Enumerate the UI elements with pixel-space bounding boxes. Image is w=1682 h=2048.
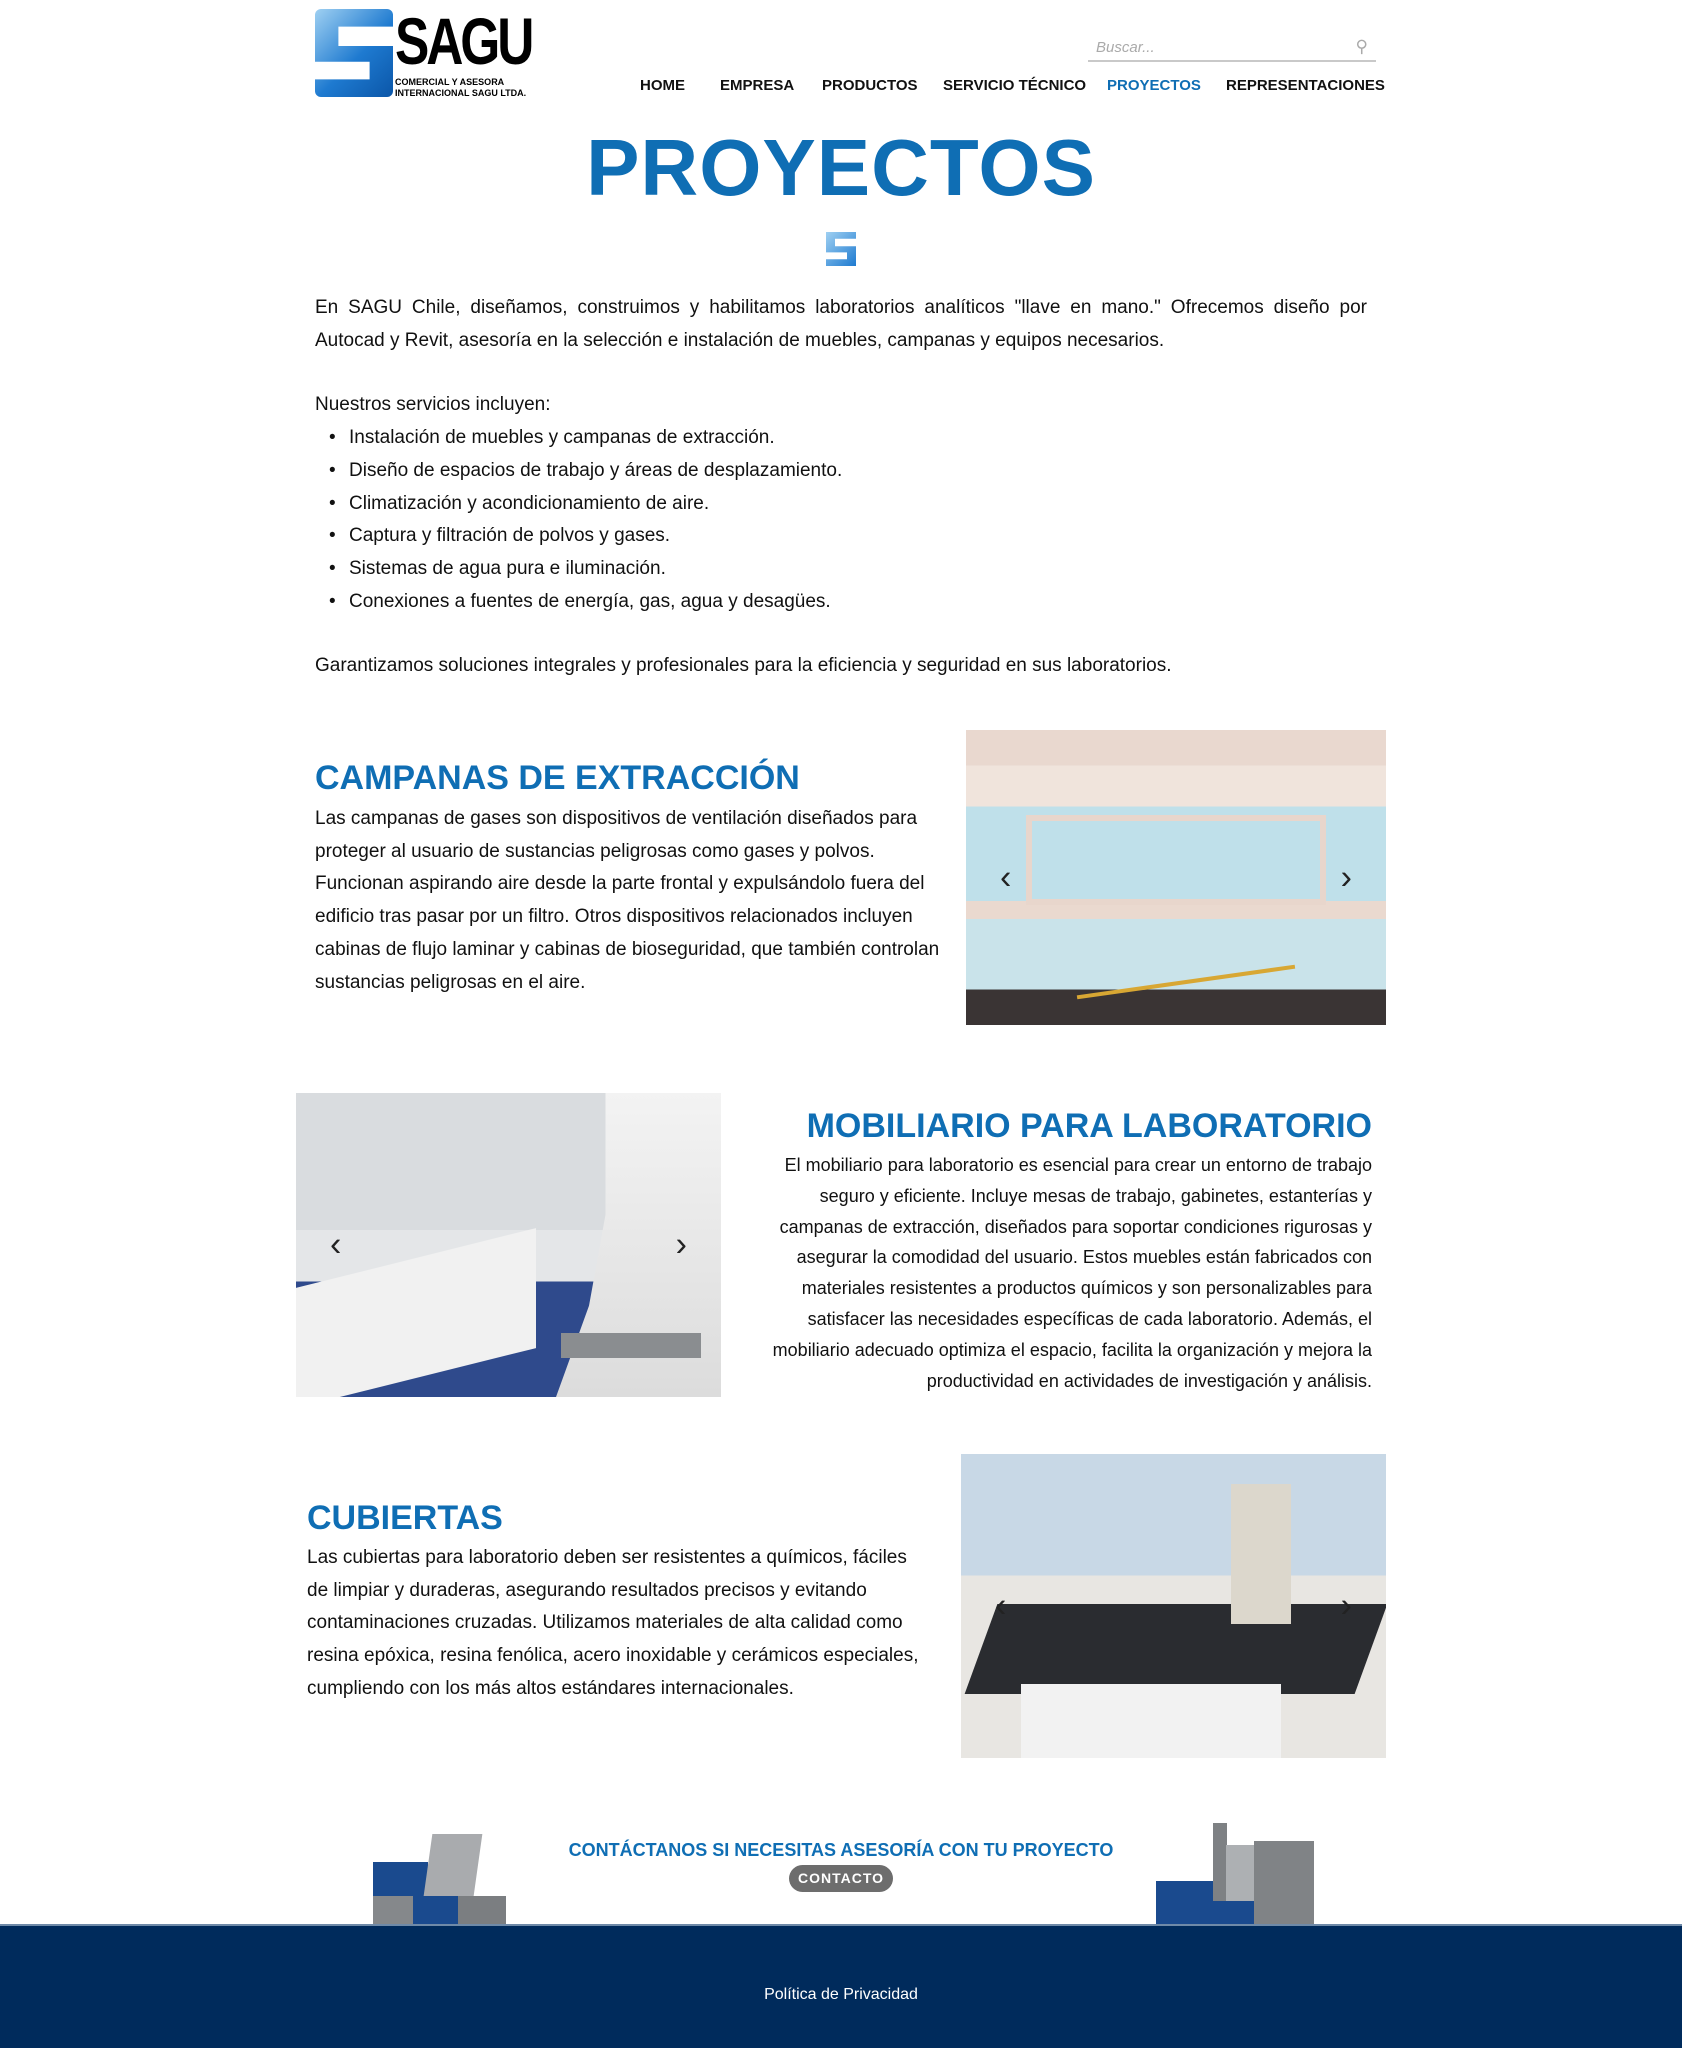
logo-mark-icon (826, 232, 856, 266)
list-item: • Diseño de espacios de trabajo y áreas de desplazamiento. (315, 455, 1367, 488)
nav-productos[interactable]: PRODUCTOS (822, 77, 918, 94)
list-item: • Conexiones a fuentes de energía, gas, agua y desagües. (315, 586, 1367, 619)
list-item: • Captura y filtración de polvos y gases. (315, 520, 1367, 553)
services-heading: Nuestros servicios incluyen: (315, 394, 551, 416)
nav-empresa[interactable]: EMPRESA (720, 77, 795, 94)
list-item: • Climatización y acondicionamiento de aire. (315, 488, 1367, 521)
chevron-left-icon[interactable]: ‹ (330, 1225, 342, 1264)
fume-hood-image-gallery[interactable] (966, 730, 1386, 1025)
contact-button[interactable]: CONTACTO (789, 1865, 893, 1892)
section-text-mobiliario: El mobiliario para laboratorio es esencial para crear un entorno de trabajo seguro y eficiente. Incluye mesas de trabajo, gabinetes, estanterías y campanas de extracción, diseñados para soportar condiciones rigurosas y asegurar la comodidad del usuario. Estos muebles están fabricados con materiales resistentes a productos químicos y son personalizables para satisfacer las necesidades específicas de cada laboratorio. Además, el mobiliario adecuado optimiza el espacio, facilita la organización y mejora la productividad en actividades de investigación y análisis. (772, 1155, 1372, 1391)
section-text-campanas: Las campanas de gases son dispositivos de ventilación diseñados para proteger al usuario de sustancias peligrosas como gases y polvos. Funcionan aspirando aire desde la parte frontal y expulsándolo fuera del edificio tras pasar por un filtro. Otros dispositivos relacionados incluyen cabinas de flujo laminar y cabinas de bioseguridad, que también controlan sustancias peligrosas en el aire. (315, 808, 940, 993)
list-item: • Sistemas de agua pura e iluminación. (315, 553, 1367, 586)
chevron-left-icon[interactable]: ‹ (995, 1586, 1007, 1625)
cta-heading: CONTÁCTANOS SI NECESITAS ASESORÍA CON TU PROYECTO (568, 1840, 1114, 1860)
sagu-logo[interactable] (315, 4, 535, 99)
page-title: PROYECTOS (586, 123, 1096, 212)
logo-subtitle: COMERCIAL Y ASESORA INTERNACIONAL SAGU LTDA. (395, 77, 527, 98)
decorative-blocks-right (1156, 1823, 1316, 1924)
search-icon[interactable]: ⚲ (1355, 37, 1368, 56)
countertops-image-gallery[interactable] (961, 1454, 1386, 1758)
chevron-left-icon[interactable]: ‹ (1000, 858, 1012, 896)
search-box[interactable] (1088, 34, 1376, 62)
intro-paragraph: En SAGU Chile, diseñamos, construimos y habilitamos laboratorios analíticos "llave en mano." Ofrecemos diseño por Autocad y Revit, asesoría en la selección e instalación de muebles, campanas y equipos necesarios. (315, 297, 1367, 351)
nav-servicio-tecnico[interactable]: SERVICIO TÉCNICO (943, 77, 1087, 94)
logo-mark-icon (315, 9, 393, 97)
nav-home[interactable]: HOME (640, 77, 685, 94)
chevron-right-icon[interactable]: › (1340, 858, 1352, 896)
privacy-policy-link[interactable]: Política de Privacidad (764, 1986, 918, 2003)
list-item: • Instalación de muebles y campanas de extracción. (315, 422, 1367, 455)
nav-proyectos[interactable]: PROYECTOS (1107, 77, 1201, 94)
nav-representaciones[interactable]: REPRESENTACIONES (1226, 77, 1385, 94)
section-title-cubiertas: CUBIERTAS (307, 1499, 503, 1537)
chevron-right-icon[interactable]: › (675, 1225, 687, 1264)
section-title-campanas: CAMPANAS DE EXTRACCIÓN (315, 759, 800, 797)
closing-paragraph: Garantizamos soluciones integrales y profesionales para la eficiencia y seguridad en sus laboratorios. (315, 655, 1172, 677)
chevron-right-icon[interactable]: › (1340, 1586, 1352, 1625)
section-title-mobiliario: MOBILIARIO PARA LABORATORIO (806, 1107, 1372, 1145)
logo-text: SAGU (395, 4, 532, 78)
search-input[interactable] (1096, 39, 1316, 56)
services-list (315, 422, 1367, 618)
intro-section (315, 292, 1367, 683)
section-text-cubiertas: Las cubiertas para laboratorio deben ser resistentes a químicos, fáciles de limpiar y duraderas, asegurando resultados precisos y evitando contaminaciones cruzadas. Utilizamos materiales de alta calidad como resina epóxica, resina fenólica, acero inoxidable y cerámicos especiales, cumpliendo con los más altos estándares internacionales. (307, 1547, 919, 1699)
lab-furniture-image-gallery[interactable] (296, 1093, 721, 1397)
